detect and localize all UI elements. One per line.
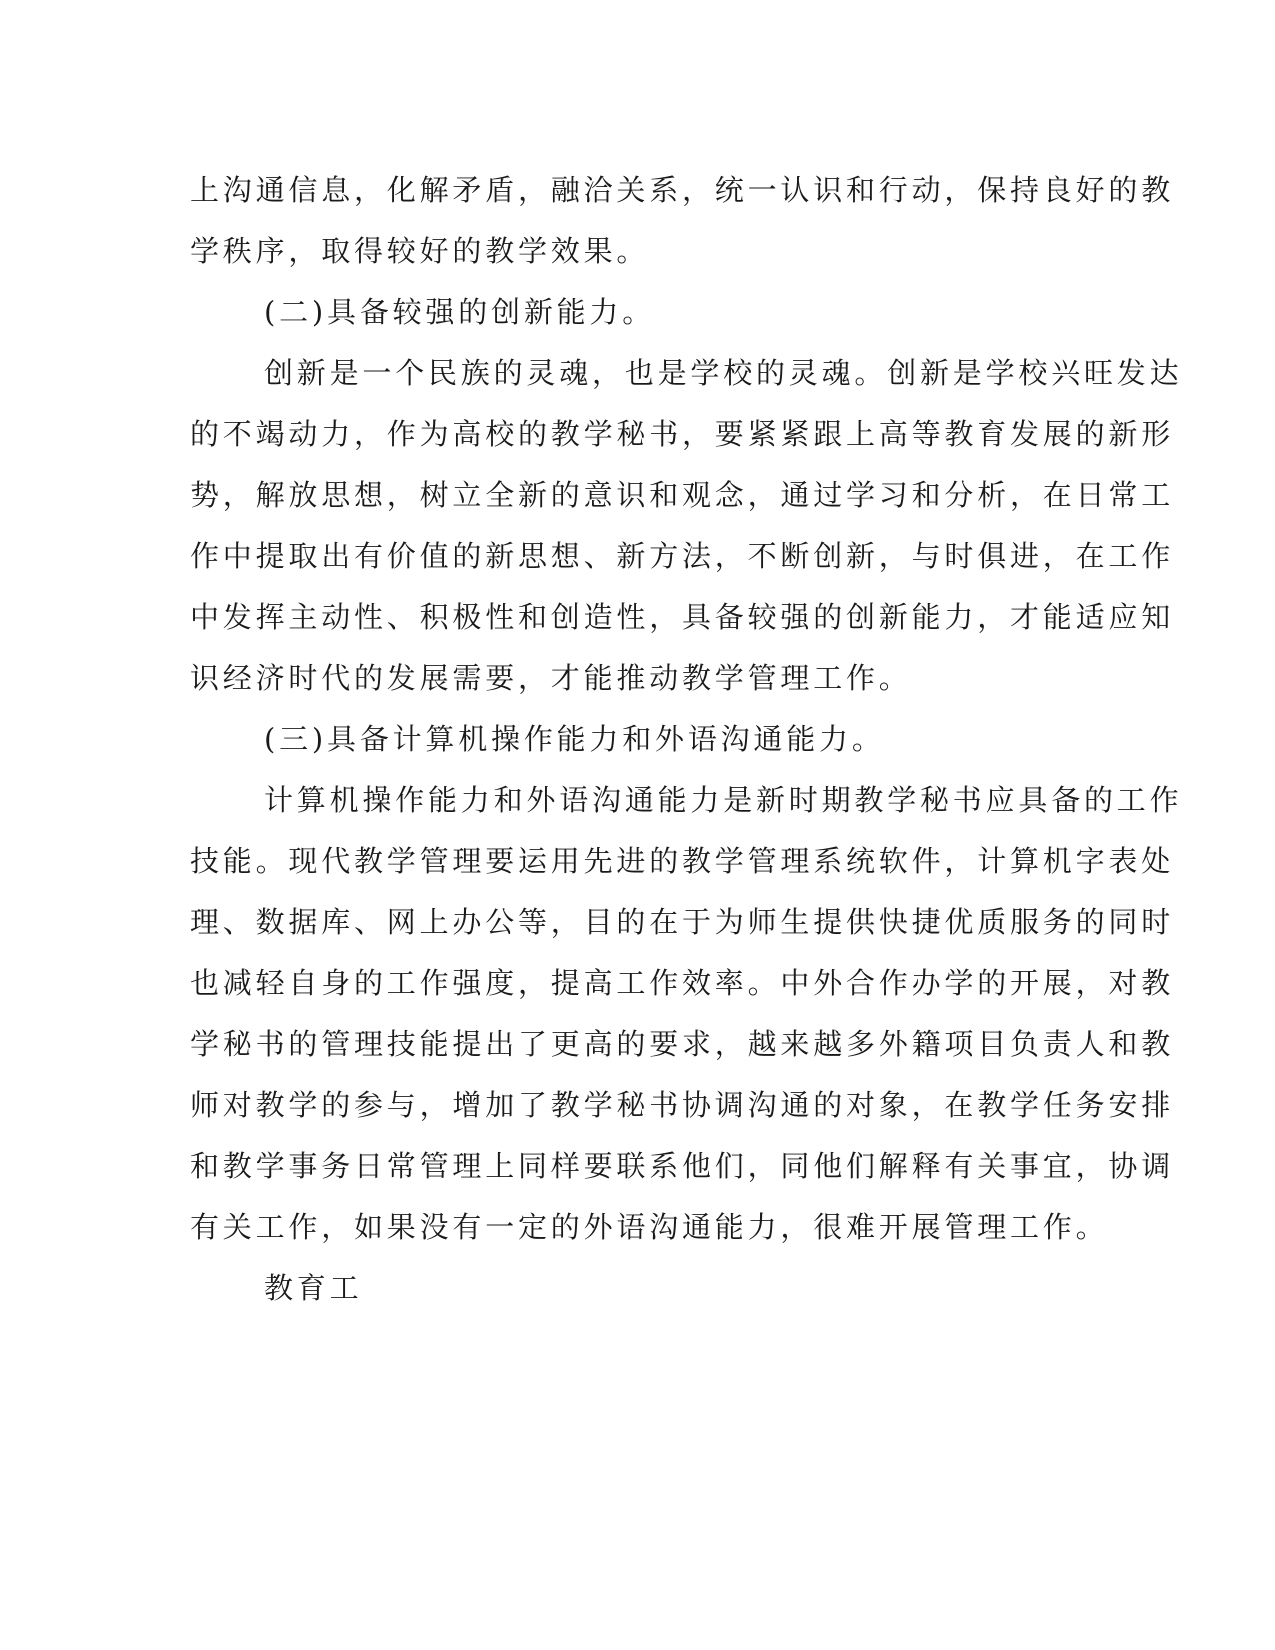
paragraph-line: 势，解放思想，树立全新的意识和观念，通过学习和分析，在日常工 xyxy=(190,478,1175,512)
paragraph-line: 师对教学的参与，增加了教学秘书协调沟通的对象，在教学任务安排 xyxy=(190,1088,1175,1122)
paragraph-line: 学秘书的管理技能提出了更高的要求，越来越多外籍项目负责人和教 xyxy=(190,1027,1175,1061)
paragraph-line: 的不竭动力，作为高校的教学秘书，要紧紧跟上高等教育发展的新形 xyxy=(190,417,1175,451)
paragraph-line: 作中提取出有价值的新思想、新方法，不断创新，与时俱进，在工作 xyxy=(190,539,1175,573)
paragraph-line: 和教学事务日常管理上同样要联系他们，同他们解释有关事宜，协调 xyxy=(190,1149,1175,1183)
paragraph-line: 学秩序，取得较好的教学效果。 xyxy=(190,234,650,268)
paragraph-line: 上沟通信息，化解矛盾，融洽关系，统一认识和行动，保持良好的教 xyxy=(190,173,1175,207)
document-body xyxy=(190,160,1183,1319)
paragraph-line: 创新是一个民族的灵魂，也是学校的灵魂。创新是学校兴旺发达 xyxy=(264,356,1183,390)
paragraph-line: 理、数据库、网上办公等，目的在于为师生提供快捷优质服务的同时 xyxy=(190,905,1175,939)
paragraph-line: 技能。现代教学管理要运用先进的教学管理系统软件，计算机字表处 xyxy=(190,844,1175,878)
section-heading: (二)具备较强的创新能力。 xyxy=(264,295,656,329)
paragraph-line: 有关工作，如果没有一定的外语沟通能力，很难开展管理工作。 xyxy=(190,1210,1109,1244)
paragraph-line: 识经济时代的发展需要，才能推动教学管理工作。 xyxy=(190,661,912,695)
paragraph-line: 计算机操作能力和外语沟通能力是新时期教学秘书应具备的工作 xyxy=(264,783,1183,817)
paragraph-line: 中发挥主动性、积极性和创造性，具备较强的创新能力，才能适应知 xyxy=(190,600,1175,634)
paragraph-line: 教育工 xyxy=(264,1271,363,1305)
section-heading: (三)具备计算机操作能力和外语沟通能力。 xyxy=(264,722,885,756)
paragraph-line: 也减轻自身的工作强度，提高工作效率。中外合作办学的开展，对教 xyxy=(190,966,1175,1000)
